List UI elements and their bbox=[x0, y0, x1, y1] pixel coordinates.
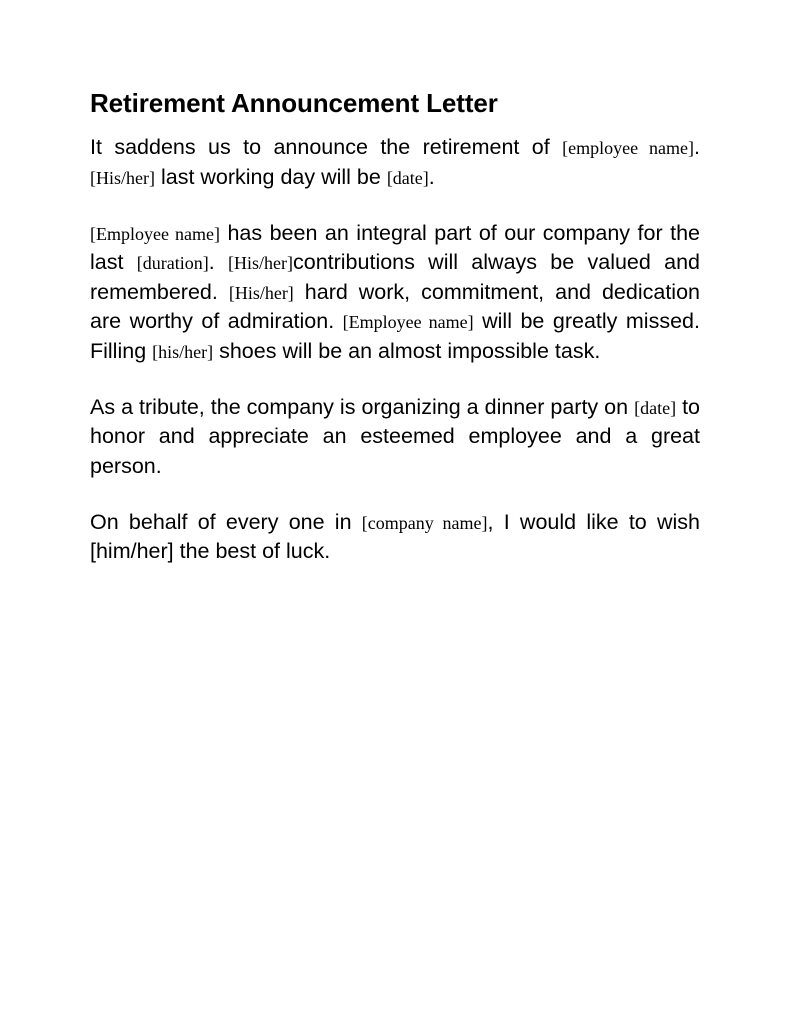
placeholder-token: [Employee name] bbox=[90, 223, 220, 244]
placeholder-token: [Employee name] bbox=[342, 312, 474, 333]
paragraph-p2 bbox=[90, 219, 700, 367]
placeholder-token: [His/her] bbox=[228, 282, 294, 303]
document-paragraphs bbox=[90, 133, 700, 567]
text-run: , I would like to wish [him/her] the best of luck. bbox=[90, 509, 700, 564]
placeholder-token: [employee name] bbox=[562, 138, 695, 159]
text-run: . bbox=[208, 250, 228, 275]
placeholder-token: [His/her] bbox=[90, 167, 155, 188]
paragraph-p1 bbox=[90, 133, 700, 192]
text-run: last working day will be bbox=[154, 164, 387, 189]
text-run: . bbox=[428, 164, 435, 189]
placeholder-token: [company name] bbox=[361, 512, 488, 533]
paragraph-p4 bbox=[90, 508, 700, 567]
text-run: hard work, commitment, and dedication are worthy of admiration. bbox=[90, 279, 700, 334]
text-run: It saddens us to announce the retirement of bbox=[90, 135, 563, 160]
document-body bbox=[90, 88, 700, 567]
placeholder-token: [date] bbox=[634, 397, 677, 418]
placeholder-token: [duration] bbox=[136, 253, 209, 274]
placeholder-token: [date] bbox=[386, 167, 429, 188]
text-run: has been an integral part of our company for the last bbox=[90, 220, 700, 275]
text-run: shoes will be an almost impossible task. bbox=[213, 339, 601, 364]
text-run: . bbox=[694, 135, 700, 160]
text-run: On behalf of every one in bbox=[90, 509, 362, 534]
text-run: contributions will always be valued and remembered. bbox=[90, 250, 700, 304]
placeholder-token: [his/her] bbox=[152, 342, 214, 363]
paragraph-p3 bbox=[90, 393, 700, 482]
placeholder-token: [His/her] bbox=[228, 253, 293, 274]
page-title: Retirement Announcement Letter bbox=[90, 88, 498, 118]
text-run: to honor and appreciate an esteemed employee and a great person. bbox=[90, 394, 700, 479]
text-run: As a tribute, the company is organizing a dinner party on bbox=[90, 394, 635, 419]
text-run: will be greatly missed. Filling bbox=[90, 309, 700, 364]
